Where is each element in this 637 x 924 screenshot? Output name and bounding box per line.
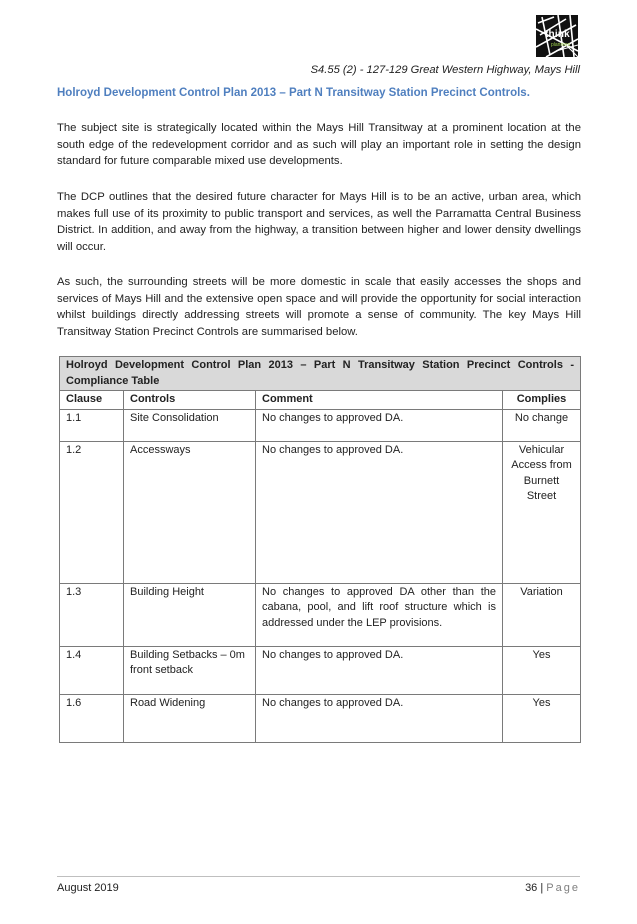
table-row [60,694,581,742]
cell-control: Accessways [124,441,256,583]
table-title: Holroyd Development Control Plan 2013 – Part N Transitway Station Precinct Controls - Compliance Table [60,357,581,391]
cell-control: Site Consolidation [124,409,256,441]
paragraph-site-location: The subject site is strategically located within the Mays Hill Transitway at a prominent location at the south edge of the redevelopment corridor and as such will play an important role in setting the design standard for future comparable mixed use developments. [57,122,581,167]
paragraph-surrounding-streets: As such, the surrounding streets will be more domestic in scale that easily accesses the shops and services of Mays Hill and the extensive open space and will provide the opportunity for social interaction whilst buildings directly addressing streets will promote a sense of community. The key Mays Hill Transitway Station Precinct Controls are summarised below. [57,276,581,338]
footer-divider [57,876,580,877]
compliance-table [59,356,581,743]
logo-subtext: planners [551,42,571,48]
document-reference: S4.55 (2) - 127-129 Great Western Highway, Mays Hill [310,64,580,76]
table-row [60,441,581,583]
cell-comment: No changes to approved DA. [256,694,503,742]
table-header-row [60,391,581,410]
cell-complies: Vehicular Access from Burnett Street [503,441,581,583]
cell-control: Building Setbacks – 0m front setback [124,646,256,694]
logo-wordmark: think [545,29,570,40]
column-header-controls: Controls [124,391,256,410]
footer-page-number [525,882,580,894]
footer-date: August 2019 [57,882,119,894]
column-header-complies: Complies [503,391,581,410]
cell-comment: No changes to approved DA. [256,441,503,583]
cell-clause: 1.6 [60,694,124,742]
column-header-comment: Comment [256,391,503,410]
paragraph-dcp-character: The DCP outlines that the desired future character for Mays Hill is to be an active, urban area, which makes full use of its proximity to public transport and services, as well the Parramatta Central Business District. In addition, and away from the highway, a transition between higher and lower density dwellings will occur. [57,191,581,253]
table-row [60,409,581,441]
page-separator: | [540,882,544,894]
cell-control: Road Widening [124,694,256,742]
cell-comment: No changes to approved DA. [256,646,503,694]
cell-control: Building Height [124,583,256,646]
page-number: 36 [525,882,538,894]
table-row [60,583,581,646]
column-header-clause: Clause [60,391,124,410]
cell-complies: Yes [503,646,581,694]
company-logo [536,15,578,57]
cell-complies: No change [503,409,581,441]
section-title: Holroyd Development Control Plan 2013 – Part N Transitway Station Precinct Controls. [57,87,530,99]
cell-clause: 1.2 [60,441,124,583]
cell-clause: 1.3 [60,583,124,646]
cell-clause: 1.1 [60,409,124,441]
cell-complies: Variation [503,583,581,646]
table-row [60,646,581,694]
table-title-row [60,357,581,391]
cell-complies: Yes [503,694,581,742]
cell-comment: No changes to approved DA. [256,409,503,441]
cell-clause: 1.4 [60,646,124,694]
page-label: Page [546,882,580,894]
cell-comment: No changes to approved DA other than the cabana, pool, and lift roof structure which is addressed under the LEP provisions. [256,583,503,646]
